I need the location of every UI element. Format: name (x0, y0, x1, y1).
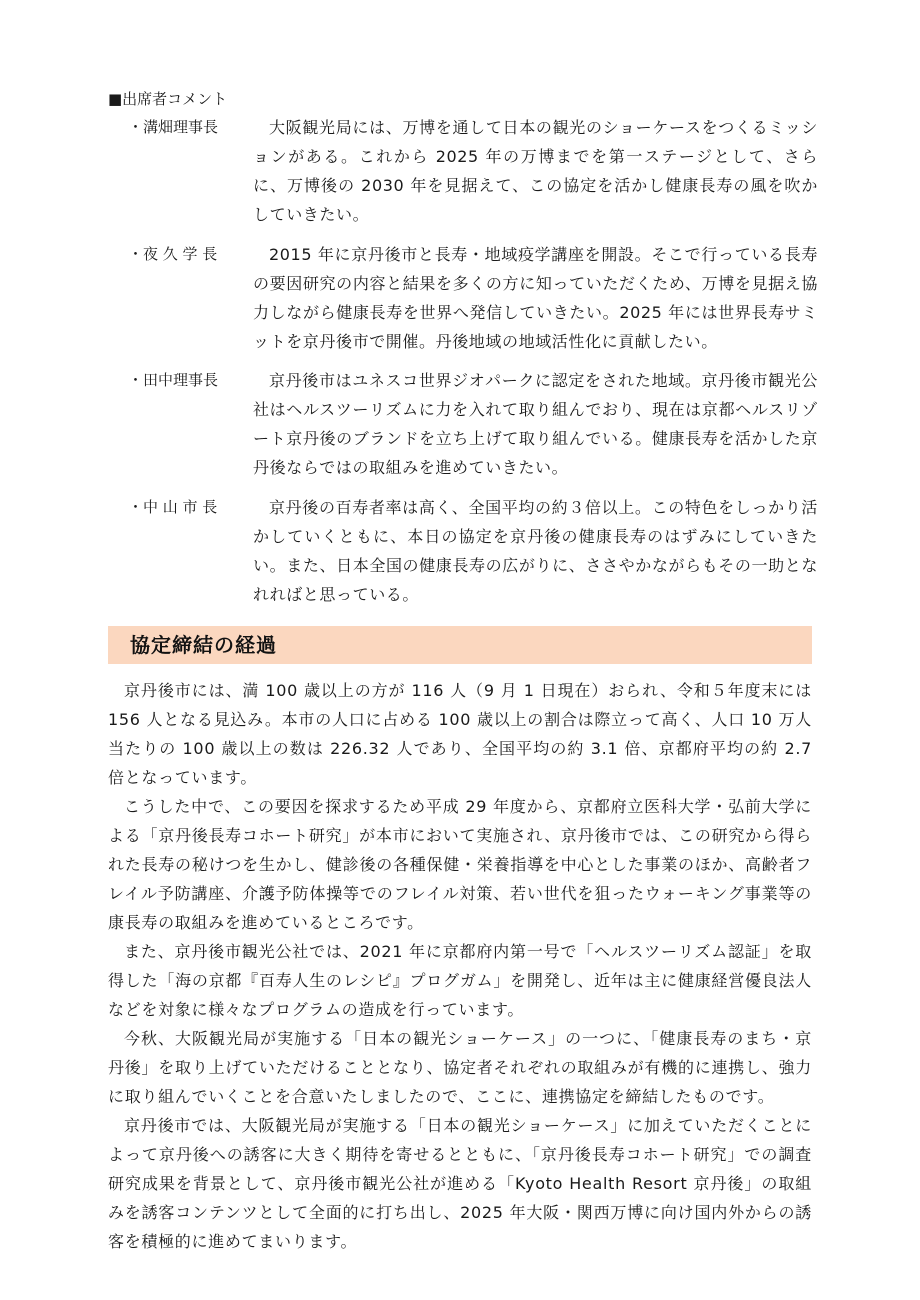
comment-text: 大阪観光局には、万博を通して日本の観光のショーケースをつくるミッションがある。これから 2025 年の万博までを第一ステージとして、さらに、万博後の 2030 年を見据えて、この協定を活かし健康長寿の風を吹かしていきたい。 (253, 118, 818, 224)
speaker-label: ・夜 久 学 長 (128, 245, 218, 263)
body-paragraph: 今秋、大阪観光局が実施する「日本の観光ショーケース」の一つに、「健康長寿のまち・京丹後」を取り上げていただけることとなり、協定者それぞれの取組みが有機的に連携し、強力に取り組んでいくことを合意いたしましたので、ここに、連携協定を締結したものです。 (108, 1029, 812, 1106)
body-paragraph: こうした中で、この要因を探求するため平成 29 年度から、京都府立医科大学・弘前大学による「京丹後長寿コホート研究」が本市において実施され、京丹後市では、この研究から得られた長寿の秘けつを生かし、健診後の各種保健・栄養指導を中心とした事業のほか、高齢者フレイル予防講座、介護予防体操等でのフレイル対策、若い世代を狙ったウォーキング事業等の康長寿の取組みを進めているところです。 (108, 797, 812, 932)
comment-nakayama (128, 493, 818, 609)
body-paragraph: 京丹後市では、大阪観光局が実施する「日本の観光ショーケース」に加えていただくことによって京丹後への誘客に大きく期待を寄せるとともに、「京丹後長寿コホート研究」での調査研究成果を背景として、京丹後市観光公社が進める「Kyoto Health Resort 京丹後」の取組みを誘客コンテンツとして全面的に打ち出し、2025 年大阪・関西万博に向け国内外からの誘客を積極的に進めてまいります。 (108, 1116, 812, 1251)
speaker-label: ・田中理事長 (128, 371, 219, 389)
comment-mizohata (128, 113, 818, 229)
attendee-comments-heading: ■出席者コメント (108, 90, 228, 108)
comment-tanaka (128, 366, 818, 482)
comment-yaku (128, 240, 818, 356)
speaker-label: ・中 山 市 長 (128, 498, 218, 516)
speaker-label: ・溝畑理事長 (128, 118, 219, 136)
comment-text: 京丹後の百寿者率は高く、全国平均の約３倍以上。この特色をしっかり活かしていくともに、本日の協定を京丹後の健康長寿のはずみにしていきたい。また、日本全国の健康長寿の広がりに、ささやかながらもその一助となれればと思っている。 (253, 498, 818, 604)
section-body (108, 676, 812, 1256)
section-header-bar (108, 626, 812, 664)
section-title: 協定締結の経過 (130, 633, 277, 657)
comment-text: 2015 年に京丹後市と長寿・地域疫学講座を開設。そこで行っている長寿の要因研究の内容と結果を多くの方に知っていただくため、万博を見据え協力しながら健康長寿を世界へ発信していきたい。2025 年には世界長寿サミットを京丹後市で開催。丹後地域の地域活性化に貢献したい。 (253, 245, 818, 351)
comment-text: 京丹後市はユネスコ世界ジオパークに認定をされた地域。京丹後市観光公社はヘルスツーリズムに力を入れて取り組んでおり、現在は京都ヘルスリゾート京丹後のブランドを立ち上げて取り組んでいる。健康長寿を活かした京丹後ならではの取組みを進めていきたい。 (253, 371, 818, 477)
body-paragraph: また、京丹後市観光公社では、2021 年に京都府内第一号で「ヘルスツーリズム認証」を取得した「海の京都『百寿人生のレシピ』プログガム」を開発し、近年は主に健康経営優良法人などを対象に様々なプログラムの造成を行っています。 (108, 942, 812, 1019)
body-paragraph: 京丹後市には、満 100 歳以上の方が 116 人（9 月 1 日現在）おられ、令和５年度末には 156 人となる見込み。本市の人口に占める 100 歳以上の割合は際立って高く、人口 10 万人当たりの 100 歳以上の数は 226.32 人であり、全国平均の約 3.1 倍、京都府平均の約 2.7 倍となっています。 (108, 681, 812, 787)
